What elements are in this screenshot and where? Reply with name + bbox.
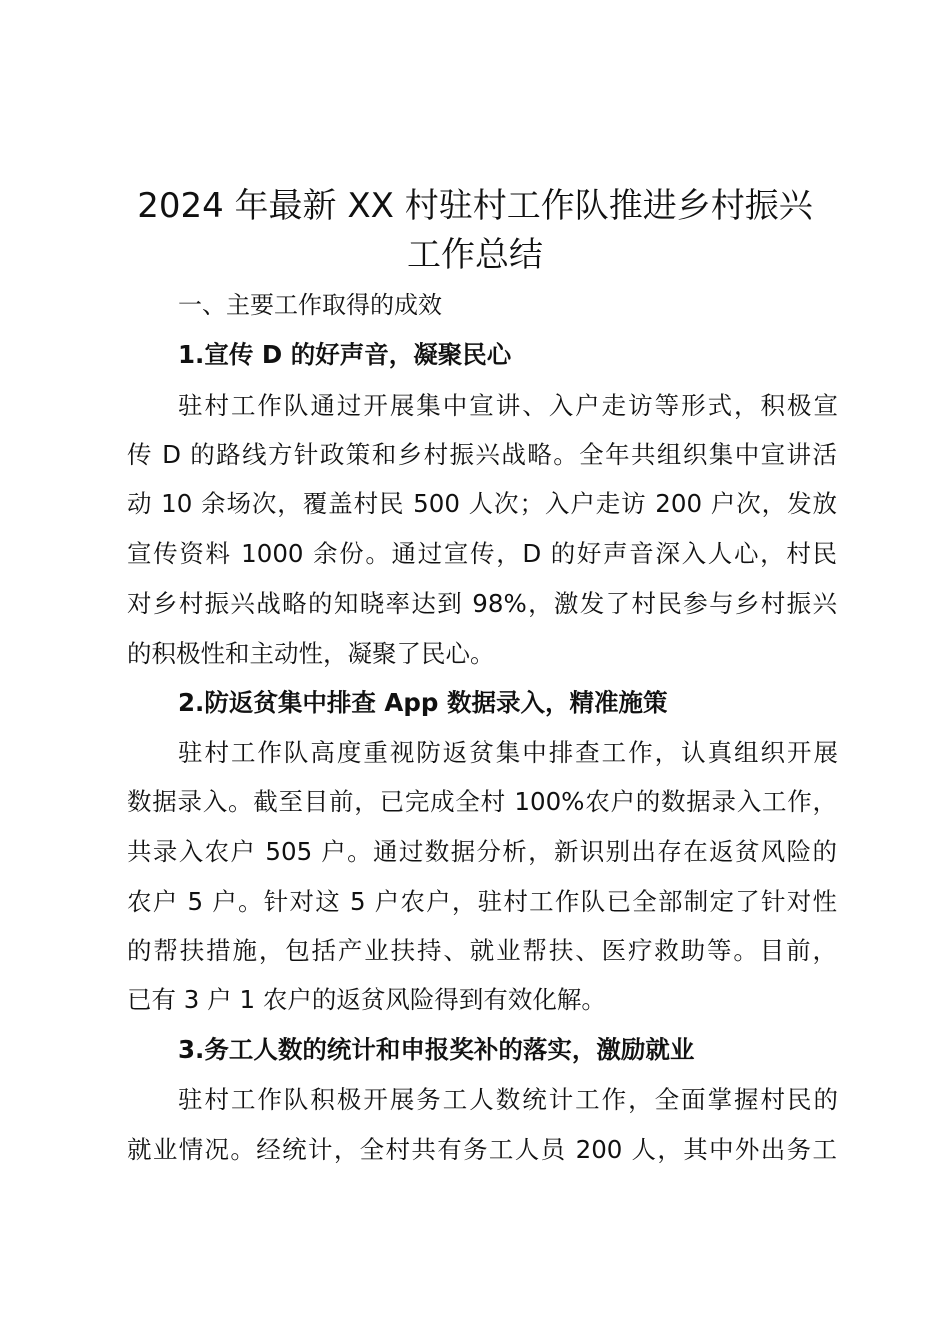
paragraph-1-line-5: 对乡村振兴战略的知晓率达到 98%，激发了村民参与乡村振兴 [127,589,837,618]
paragraph-1-line-4: 宣传资料 1000 余份。通过宣传，D 的好声音深入人心，村民 [127,539,837,568]
paragraph-1-line-1: 驻村工作队通过开展集中宣讲、入户走访等形式，积极宣 [178,391,838,420]
paragraph-2-line-3: 共录入农户 505 户。通过数据分析，新识别出存在返贫风险的 [127,837,837,866]
paragraph-2-line-2: 数据录入。截至目前，已完成全村 100%农户的数据录入工作， [127,787,837,816]
paragraph-2-line-5: 的帮扶措施，包括产业扶持、就业帮扶、医疗救助等。目前， [127,936,837,965]
section-heading: 一、主要工作取得的成效 [178,291,442,319]
paragraph-1-line-6: 的积极性和主动性，凝聚了民心。 [127,639,495,668]
subsection-2-heading: 2.防返贫集中排查 App 数据录入，精准施策 [178,688,668,717]
paragraph-1-line-3: 动 10 余场次，覆盖村民 500 人次；入户走访 200 户次，发放 [127,489,837,518]
paragraph-2-line-1: 驻村工作队高度重视防返贫集中排查工作，认真组织开展 [178,738,838,767]
paragraph-3-line-1: 驻村工作队积极开展务工人数统计工作，全面掌握村民的 [178,1085,838,1114]
subsection-3-heading: 3.务工人数的统计和申报奖补的落实，激励就业 [178,1035,695,1064]
paragraph-2-line-4: 农户 5 户。针对这 5 户农户，驻村工作队已全部制定了针对性 [127,887,837,916]
paragraph-1-line-2: 传 D 的路线方针政策和乡村振兴战略。全年共组织集中宣讲活 [127,440,837,469]
subsection-1-heading: 1.宣传 D 的好声音，凝聚民心 [178,340,512,369]
paragraph-3-line-2: 就业情况。经统计，全村共有务工人员 200 人，其中外出务工 [127,1135,837,1164]
document-title-line-2: 工作总结 [407,235,543,275]
document-title-line-1: 2024 年最新 XX 村驻村工作队推进乡村振兴 [137,186,813,226]
paragraph-2-line-6: 已有 3 户 1 农户的返贫风险得到有效化解。 [127,985,606,1014]
